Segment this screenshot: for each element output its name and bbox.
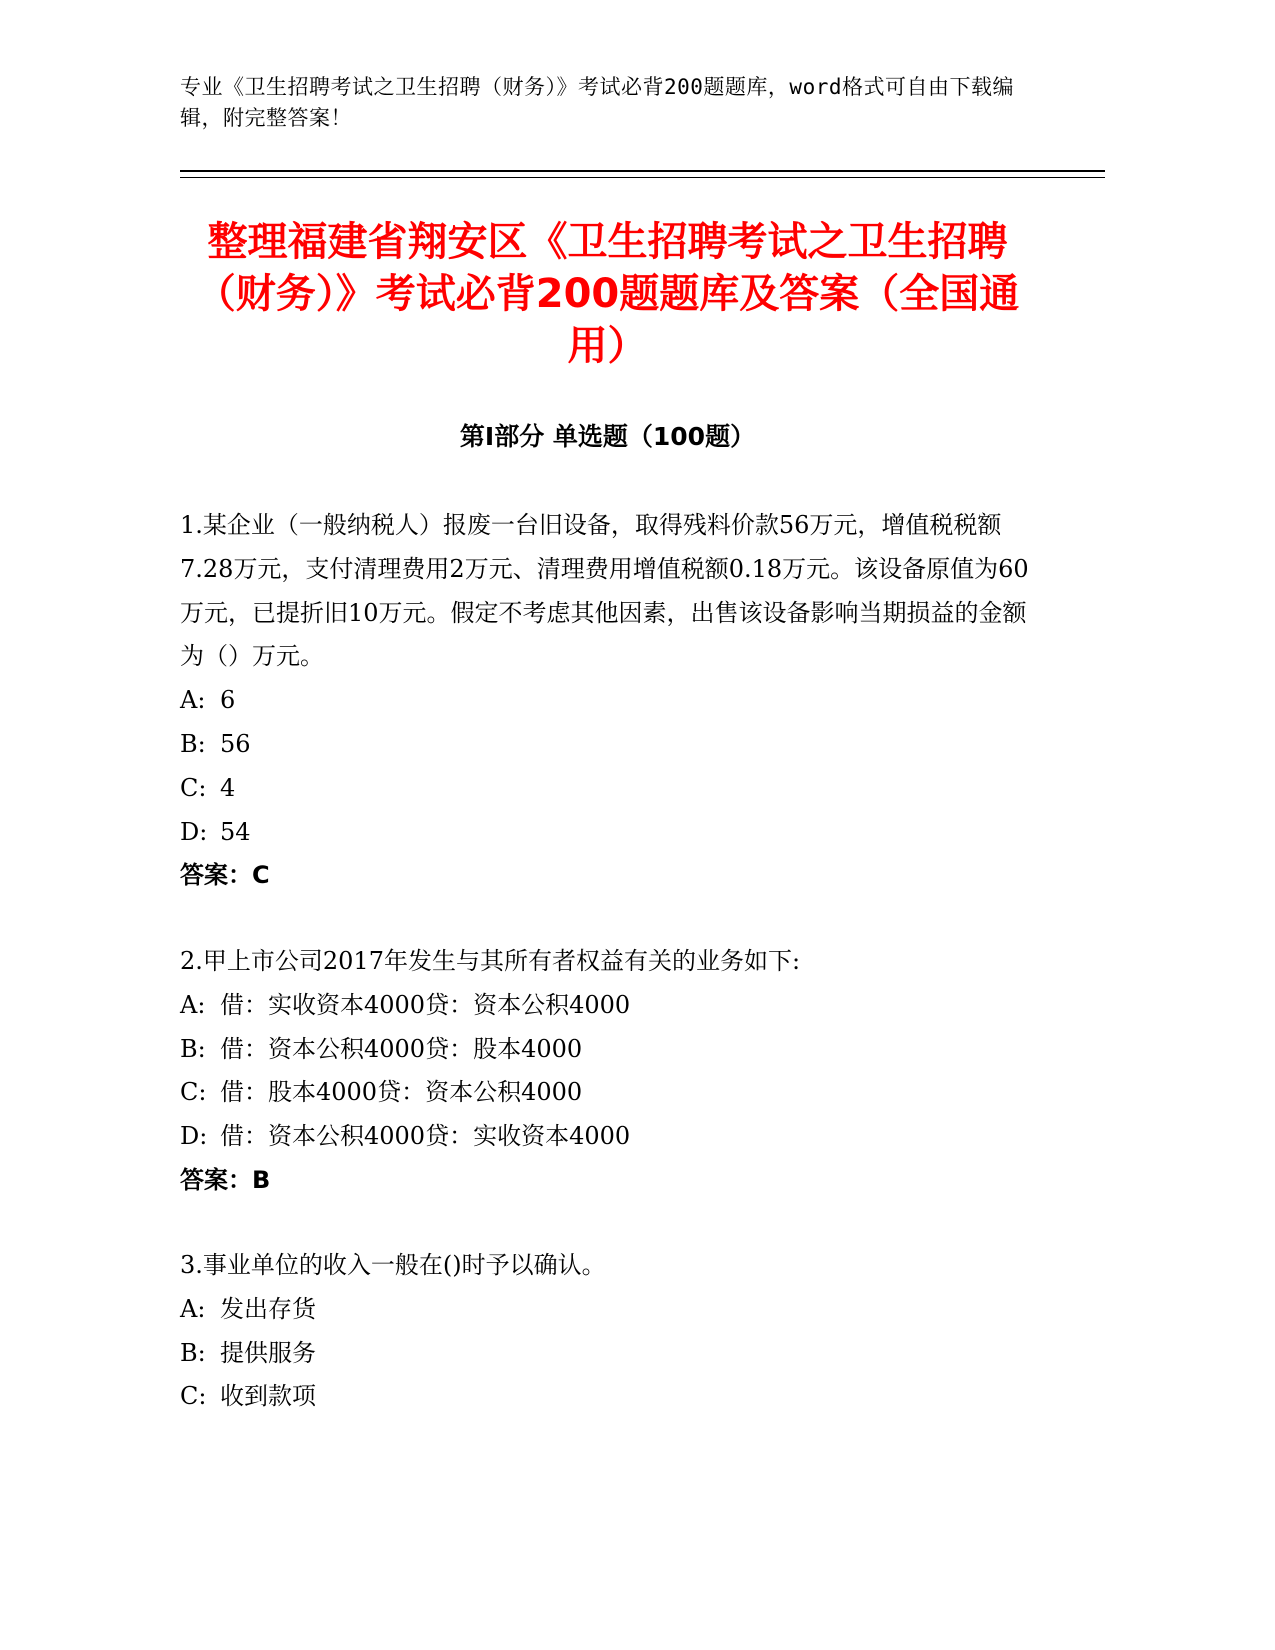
header-divider-thick xyxy=(180,170,1105,172)
option-text: 提供服务 xyxy=(220,1338,316,1367)
option-a xyxy=(180,679,1040,723)
option-c xyxy=(180,1375,1040,1419)
option-c xyxy=(180,767,1040,811)
answer: 答案：B xyxy=(180,1165,271,1194)
option-text: 借：资本公积4000贷：股本4000 xyxy=(220,1034,583,1063)
option-letter: C: xyxy=(180,1078,207,1107)
header-divider-thin xyxy=(180,177,1105,178)
option-letter: D: xyxy=(180,817,208,846)
option-letter: D: xyxy=(180,1122,208,1151)
question-text: 3.事业单位的收入一般在()时予以确认。 xyxy=(180,1251,606,1279)
option-letter: B: xyxy=(180,1338,206,1367)
option-text: 发出存货 xyxy=(220,1294,316,1323)
option-b xyxy=(180,1332,1040,1376)
question-1 xyxy=(180,504,1040,898)
option-b xyxy=(180,1028,1040,1072)
option-text: 借：股本4000贷：资本公积4000 xyxy=(220,1078,583,1107)
option-text: 54 xyxy=(220,817,251,846)
answer: 答案：C xyxy=(180,861,270,890)
option-letter: B: xyxy=(180,729,206,758)
question-text: 2.甲上市公司2017年发生与其所有者权益有关的业务如下: xyxy=(180,947,801,975)
option-letter: C: xyxy=(180,1382,207,1411)
question-3 xyxy=(180,1244,1040,1419)
option-b xyxy=(180,723,1040,767)
question-text: 1.某企业（一般纳税人）报废一台旧设备，取得残料价款56万元，增值税税额7.28万元，支付清理费用2万元、清理费用增值税额0.18万元。该设备原值为60万元，已提折旧10万元。假定不考虑其他因素，出售该设备影响当期损益的金额为（）万元。 xyxy=(180,511,1029,671)
option-text: 收到款项 xyxy=(220,1382,316,1411)
option-text: 借：实收资本4000贷：资本公积4000 xyxy=(220,990,631,1019)
option-a xyxy=(180,1288,1040,1332)
option-c xyxy=(180,1071,1040,1115)
option-text: 借：资本公积4000贷：实收资本4000 xyxy=(220,1122,631,1151)
option-letter: A: xyxy=(180,1294,206,1323)
option-d xyxy=(180,811,1040,855)
document-title: 整理福建省翔安区《卫生招聘考试之卫生招聘（财务）》考试必背200题题库及答案（全国通用） xyxy=(195,219,1020,369)
option-letter: C: xyxy=(180,773,207,802)
option-letter: B: xyxy=(180,1034,206,1063)
question-2 xyxy=(180,940,1040,1203)
header-note: 专业《卫生招聘考试之卫生招聘（财务）》考试必背200题题库，word格式可自由下载编辑，附完整答案！ xyxy=(180,75,1014,130)
option-a xyxy=(180,984,1040,1028)
section-title: 第Ⅰ部分 单选题（100题） xyxy=(459,422,756,451)
option-letter: A: xyxy=(180,686,206,715)
option-text: 4 xyxy=(220,773,236,802)
option-text: 56 xyxy=(220,729,251,758)
option-text: 6 xyxy=(220,686,236,715)
option-letter: A: xyxy=(180,990,206,1019)
option-d xyxy=(180,1115,1040,1159)
